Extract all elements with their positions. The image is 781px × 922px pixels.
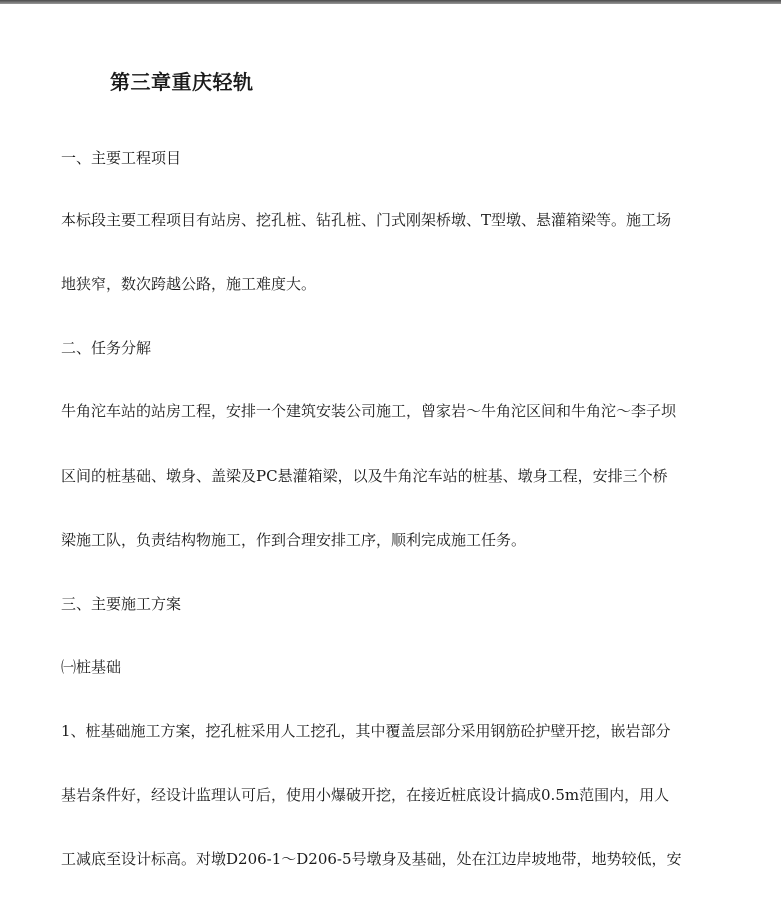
section-heading-main-projects: 一、主要工程项目 [61, 149, 182, 167]
paragraph-line: 本标段主要工程项目有站房、挖孔桩、钻孔桩、门式刚架桥墩、T型墩、悬灌箱梁等。施工场 [61, 211, 672, 229]
paragraph-line: 梁施工队，负责结构物施工，作到合理安排工序，顺利完成施工任务。 [61, 531, 527, 549]
section-heading-task-breakdown: 二、任务分解 [61, 339, 152, 357]
paragraph-line: 区间的桩基础、墩身、盖梁及PC悬灌箱梁，以及牛角沱车站的桩基、墩身工程，安排三个桥 [61, 467, 668, 485]
paragraph-line: 工减底至设计标高。对墩D206-1～D206-5号墩身及基础，处在江边岸坡地带，地势较低，安 [61, 850, 682, 868]
paragraph-line: 1、桩基础施工方案，挖孔桩采用人工挖孔，其中覆盖层部分采用钢筋砼护壁开挖，嵌岩部分 [61, 722, 671, 740]
section-heading-construction-plan: 三、主要施工方案 [61, 595, 182, 613]
paragraph-line: 地狭窄，数次跨越公路，施工难度大。 [61, 275, 317, 293]
paragraph-line: 基岩条件好，经设计监理认可后，使用小爆破开挖，在接近桩底设计搞成0.5m范围内，用人 [61, 786, 670, 804]
subsection-heading-pile-foundation: ㈠桩基础 [61, 658, 122, 676]
paragraph-line: 牛角沱车站的站房工程，安排一个建筑安装公司施工，曾家岩～牛角沱区间和牛角沱～李子坝 [61, 402, 677, 420]
chapter-title: 第三章重庆轻轨 [110, 70, 254, 94]
